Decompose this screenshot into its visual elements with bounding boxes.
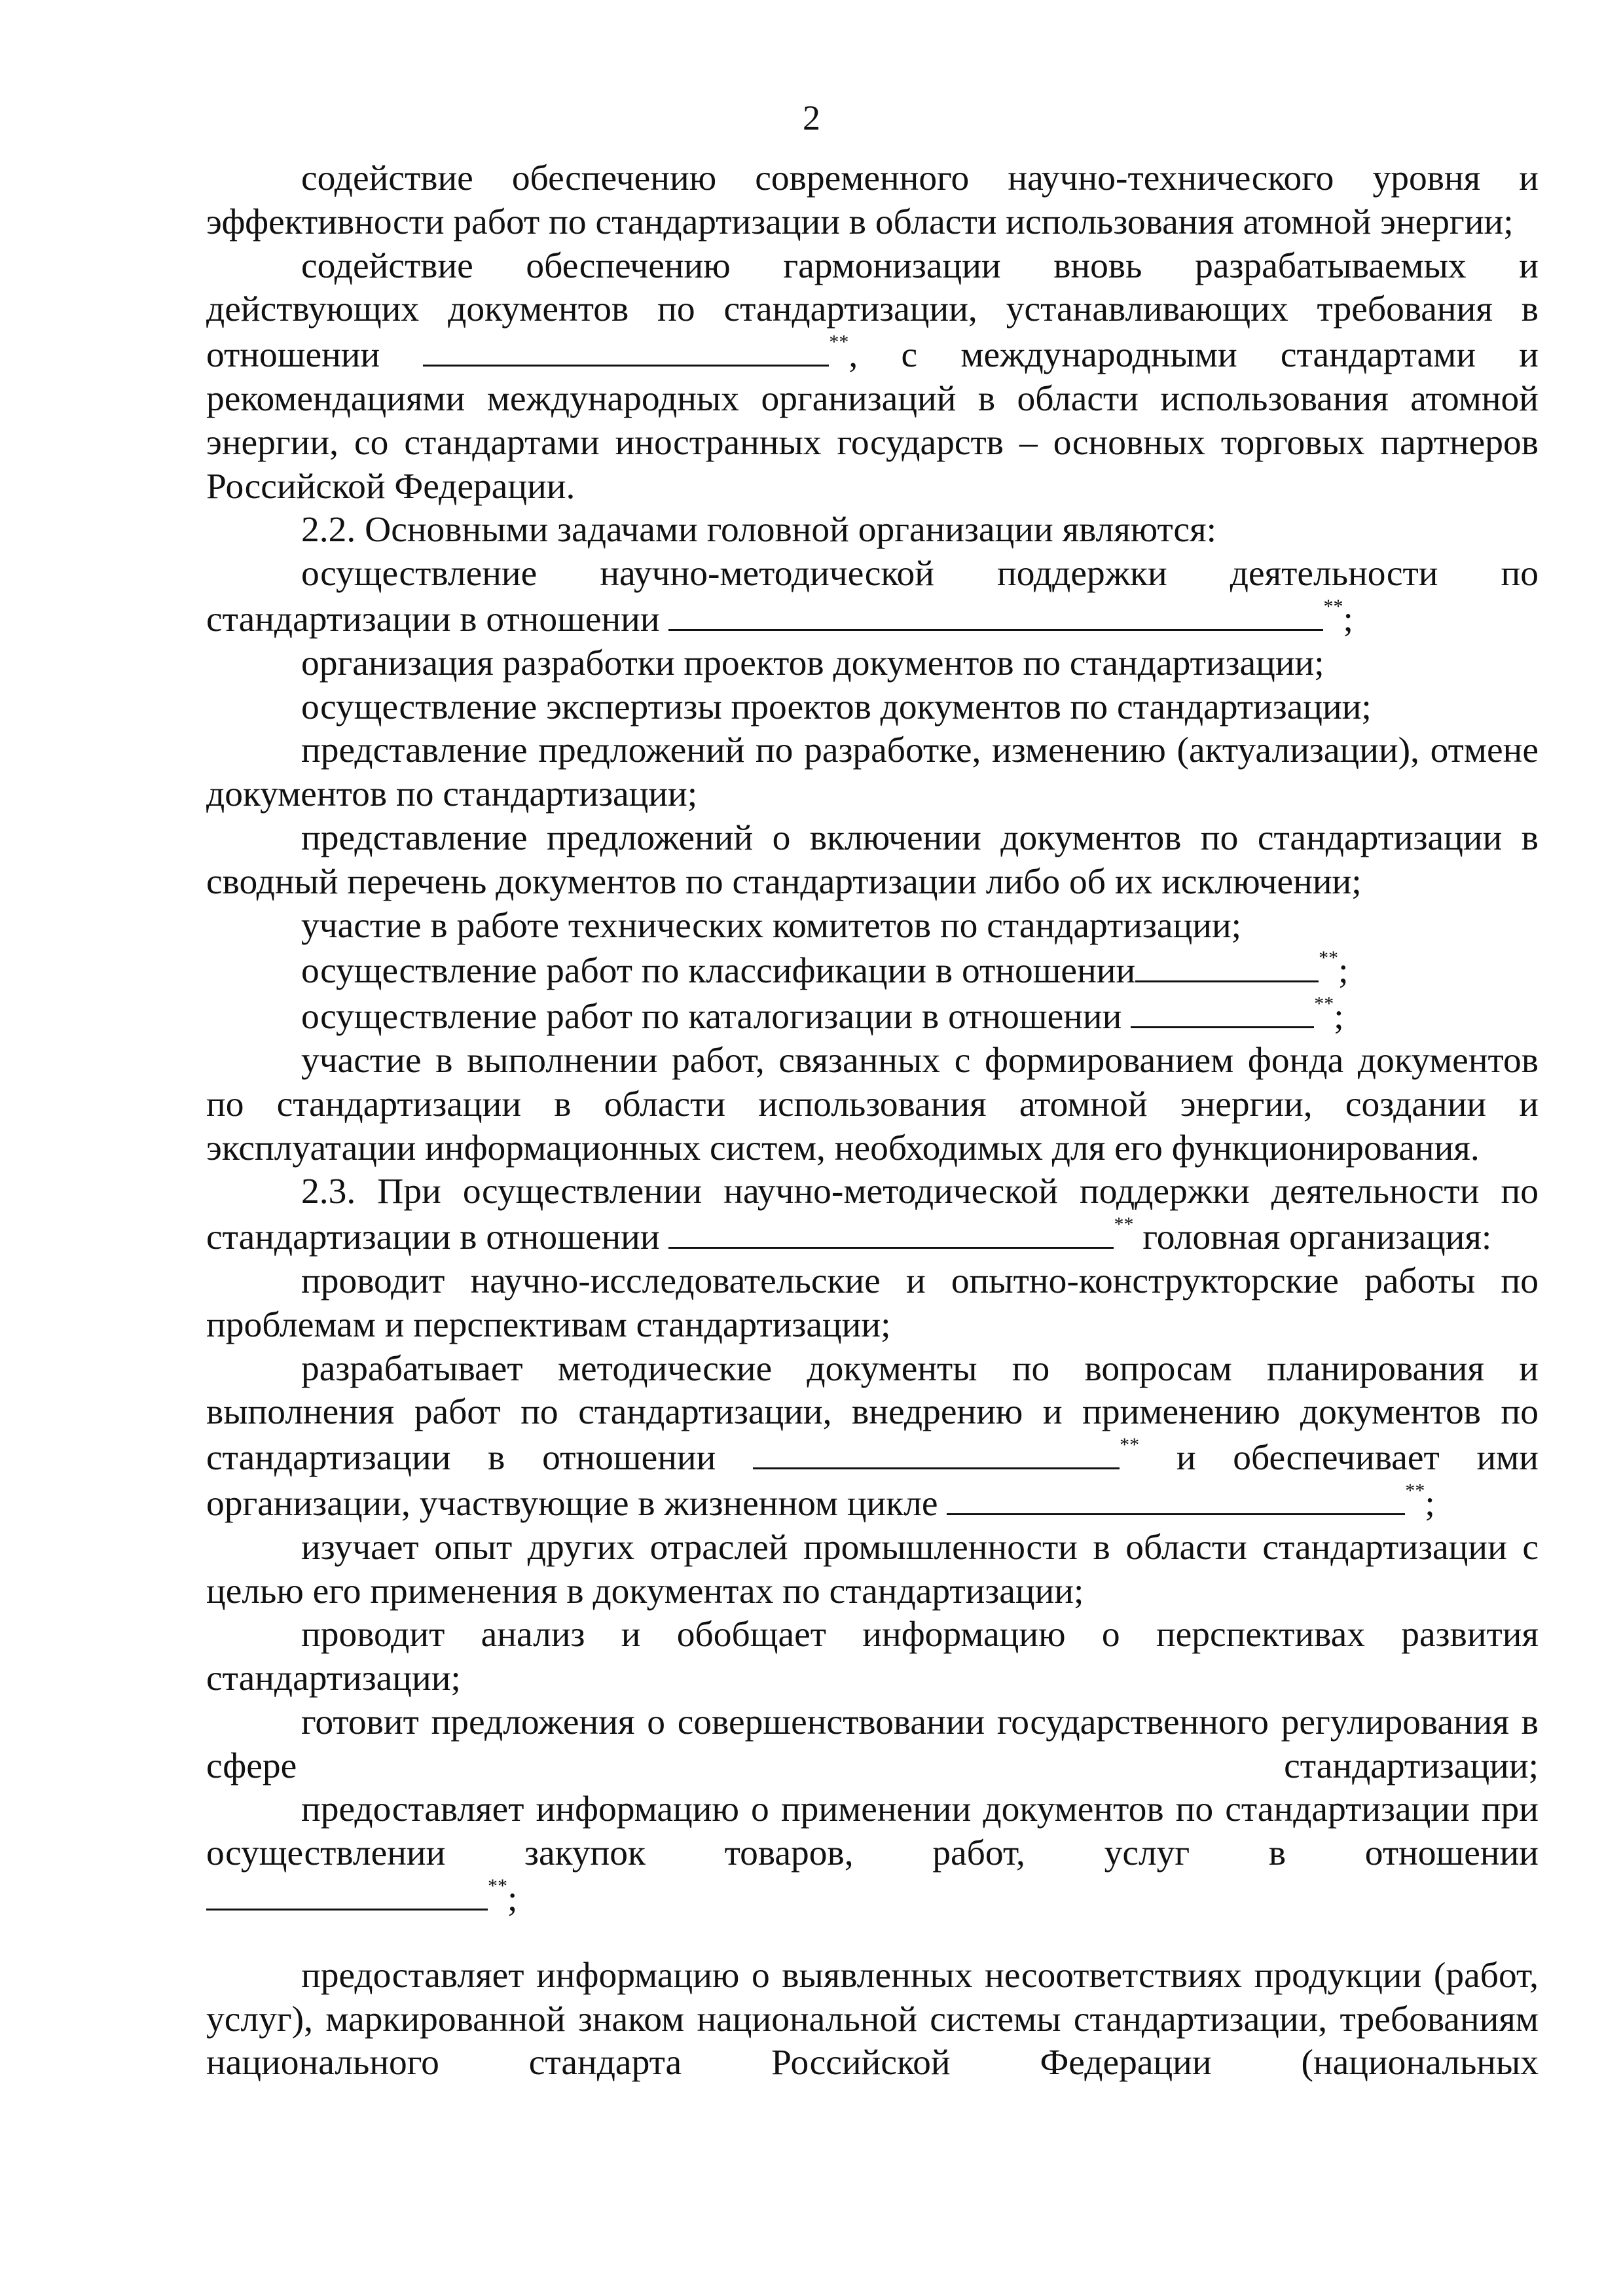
paragraph: предоставляет информацию о выявленных несоответствиях продукции (работ, услуг), маркированной знаком национальной системы стандартизации, требованиям национального стандарта Российской Федерации (национальных [206, 1955, 1539, 2083]
paragraph-text: содействие обеспечению гармонизации вновь разрабатываемых и действующих документов по стандартизации, устанавливающих требования в отношении [206, 245, 1539, 376]
semicolon: ; [1425, 1483, 1435, 1524]
semicolon: ; [1343, 599, 1353, 639]
spacer [206, 1922, 1539, 1954]
paragraph-methodical-docs [206, 1348, 1539, 1526]
paragraph-text: и обеспечивает ими организации, участвующие в жизненном цикле [206, 1438, 1539, 1524]
paragraph: готовит предложения о совершенствовании государственного регулирования в сфере стандартизации; [206, 1702, 1539, 1786]
paragraph: проводит научно-исследовательские и опытно-конструкторские работы по проблемам и перспективам стандартизации; [206, 1261, 1539, 1345]
paragraph-text: головная организация: [1142, 1217, 1492, 1258]
paragraph-text: осуществление работ по классификации в отношении [301, 951, 1136, 992]
paragraph: участие в работе технических комитетов по стандартизации; [301, 905, 1242, 946]
section-heading-2-2: 2.2. Основными задачами головной организации являются: [301, 510, 1217, 550]
paragraph: проводит анализ и обобщает информацию о перспективах развития стандартизации; [206, 1615, 1539, 1699]
paragraph-text: осуществление научно-методической поддержки деятельности по стандартизации в отношении [206, 554, 1539, 639]
fill-in-blank [1135, 948, 1319, 982]
paragraph-classification [206, 948, 1539, 994]
fill-in-blank [668, 1214, 1114, 1249]
paragraph-cataloguing [206, 994, 1539, 1039]
semicolon: ; [507, 1879, 518, 1920]
footnote-mark: ** [1114, 1213, 1134, 1236]
fill-in-blank [423, 332, 829, 367]
footnote-mark: ** [1319, 947, 1339, 969]
footnote-mark: ** [1405, 1479, 1425, 1501]
paragraph: изучает опыт других отраслей промышленности в области стандартизации с целью его применения в документах по стандартизации; [206, 1527, 1539, 1611]
paragraph-harmonization [206, 245, 1539, 509]
fill-in-blank [668, 596, 1323, 631]
paragraph: представление предложений по разработке, изменению (актуализации), отмене документов по стандартизации; [206, 730, 1539, 815]
paragraph-text: , с международными стандартами и рекомендациями международных организаций в области использования атомной энергии, со стандартами иностранных государств – основных торговых партнеров Российской Федерации. [206, 335, 1539, 507]
footnote-mark: ** [1314, 993, 1334, 1015]
paragraph-text: 2.3. При осуществлении научно-методической поддержки деятельности по стандартизации в отношении [206, 1172, 1539, 1258]
footnote-mark: ** [1323, 595, 1343, 617]
paragraph: представление предложений о включении документов по стандартизации в сводный перечень документов по стандартизации либо об их исключении; [206, 817, 1539, 902]
paragraph: осуществление экспертизы проектов документов по стандартизации; [301, 687, 1372, 727]
paragraph: содействие обеспечению современного научно-технического уровня и эффективности работ по стандартизации в области использования атомной энергии; [206, 158, 1539, 242]
semicolon: ; [1338, 951, 1349, 992]
paragraph-support [206, 552, 1539, 642]
semicolon: ; [1334, 997, 1344, 1037]
fill-in-blank [1131, 994, 1314, 1028]
paragraph-text: разрабатывает методические документы по вопросам планирования и выполнения работ по стандартизации, внедрению и применению документов по стандартизации в отношении [206, 1348, 1539, 1479]
paragraph: организация разработки проектов документов по стандартизации; [301, 643, 1324, 683]
document-body [206, 157, 1539, 2085]
fill-in-blank [947, 1480, 1405, 1515]
paragraph-procurement-blank [206, 1876, 1539, 1922]
paragraph-procurement: предоставляет информацию о применении документов по стандартизации при осуществлении закупок товаров, работ, услуг в отношении [206, 1789, 1539, 1874]
fill-in-blank [206, 1876, 488, 1910]
footnote-mark: ** [488, 1875, 507, 1897]
paragraph-text: осуществление работ по каталогизации в отношении [301, 997, 1122, 1037]
paragraph-section-2-3 [206, 1170, 1539, 1260]
paragraph: участие в выполнении работ, связанных с формированием фонда документов по стандартизации в области использования атомной энергии, создании и эксплуатации информационных систем, необходимых для его функционирования. [206, 1040, 1539, 1168]
page-number: 2 [803, 98, 820, 137]
footnote-mark: ** [829, 331, 849, 353]
fill-in-blank [753, 1435, 1120, 1469]
footnote-mark: ** [1120, 1434, 1140, 1456]
